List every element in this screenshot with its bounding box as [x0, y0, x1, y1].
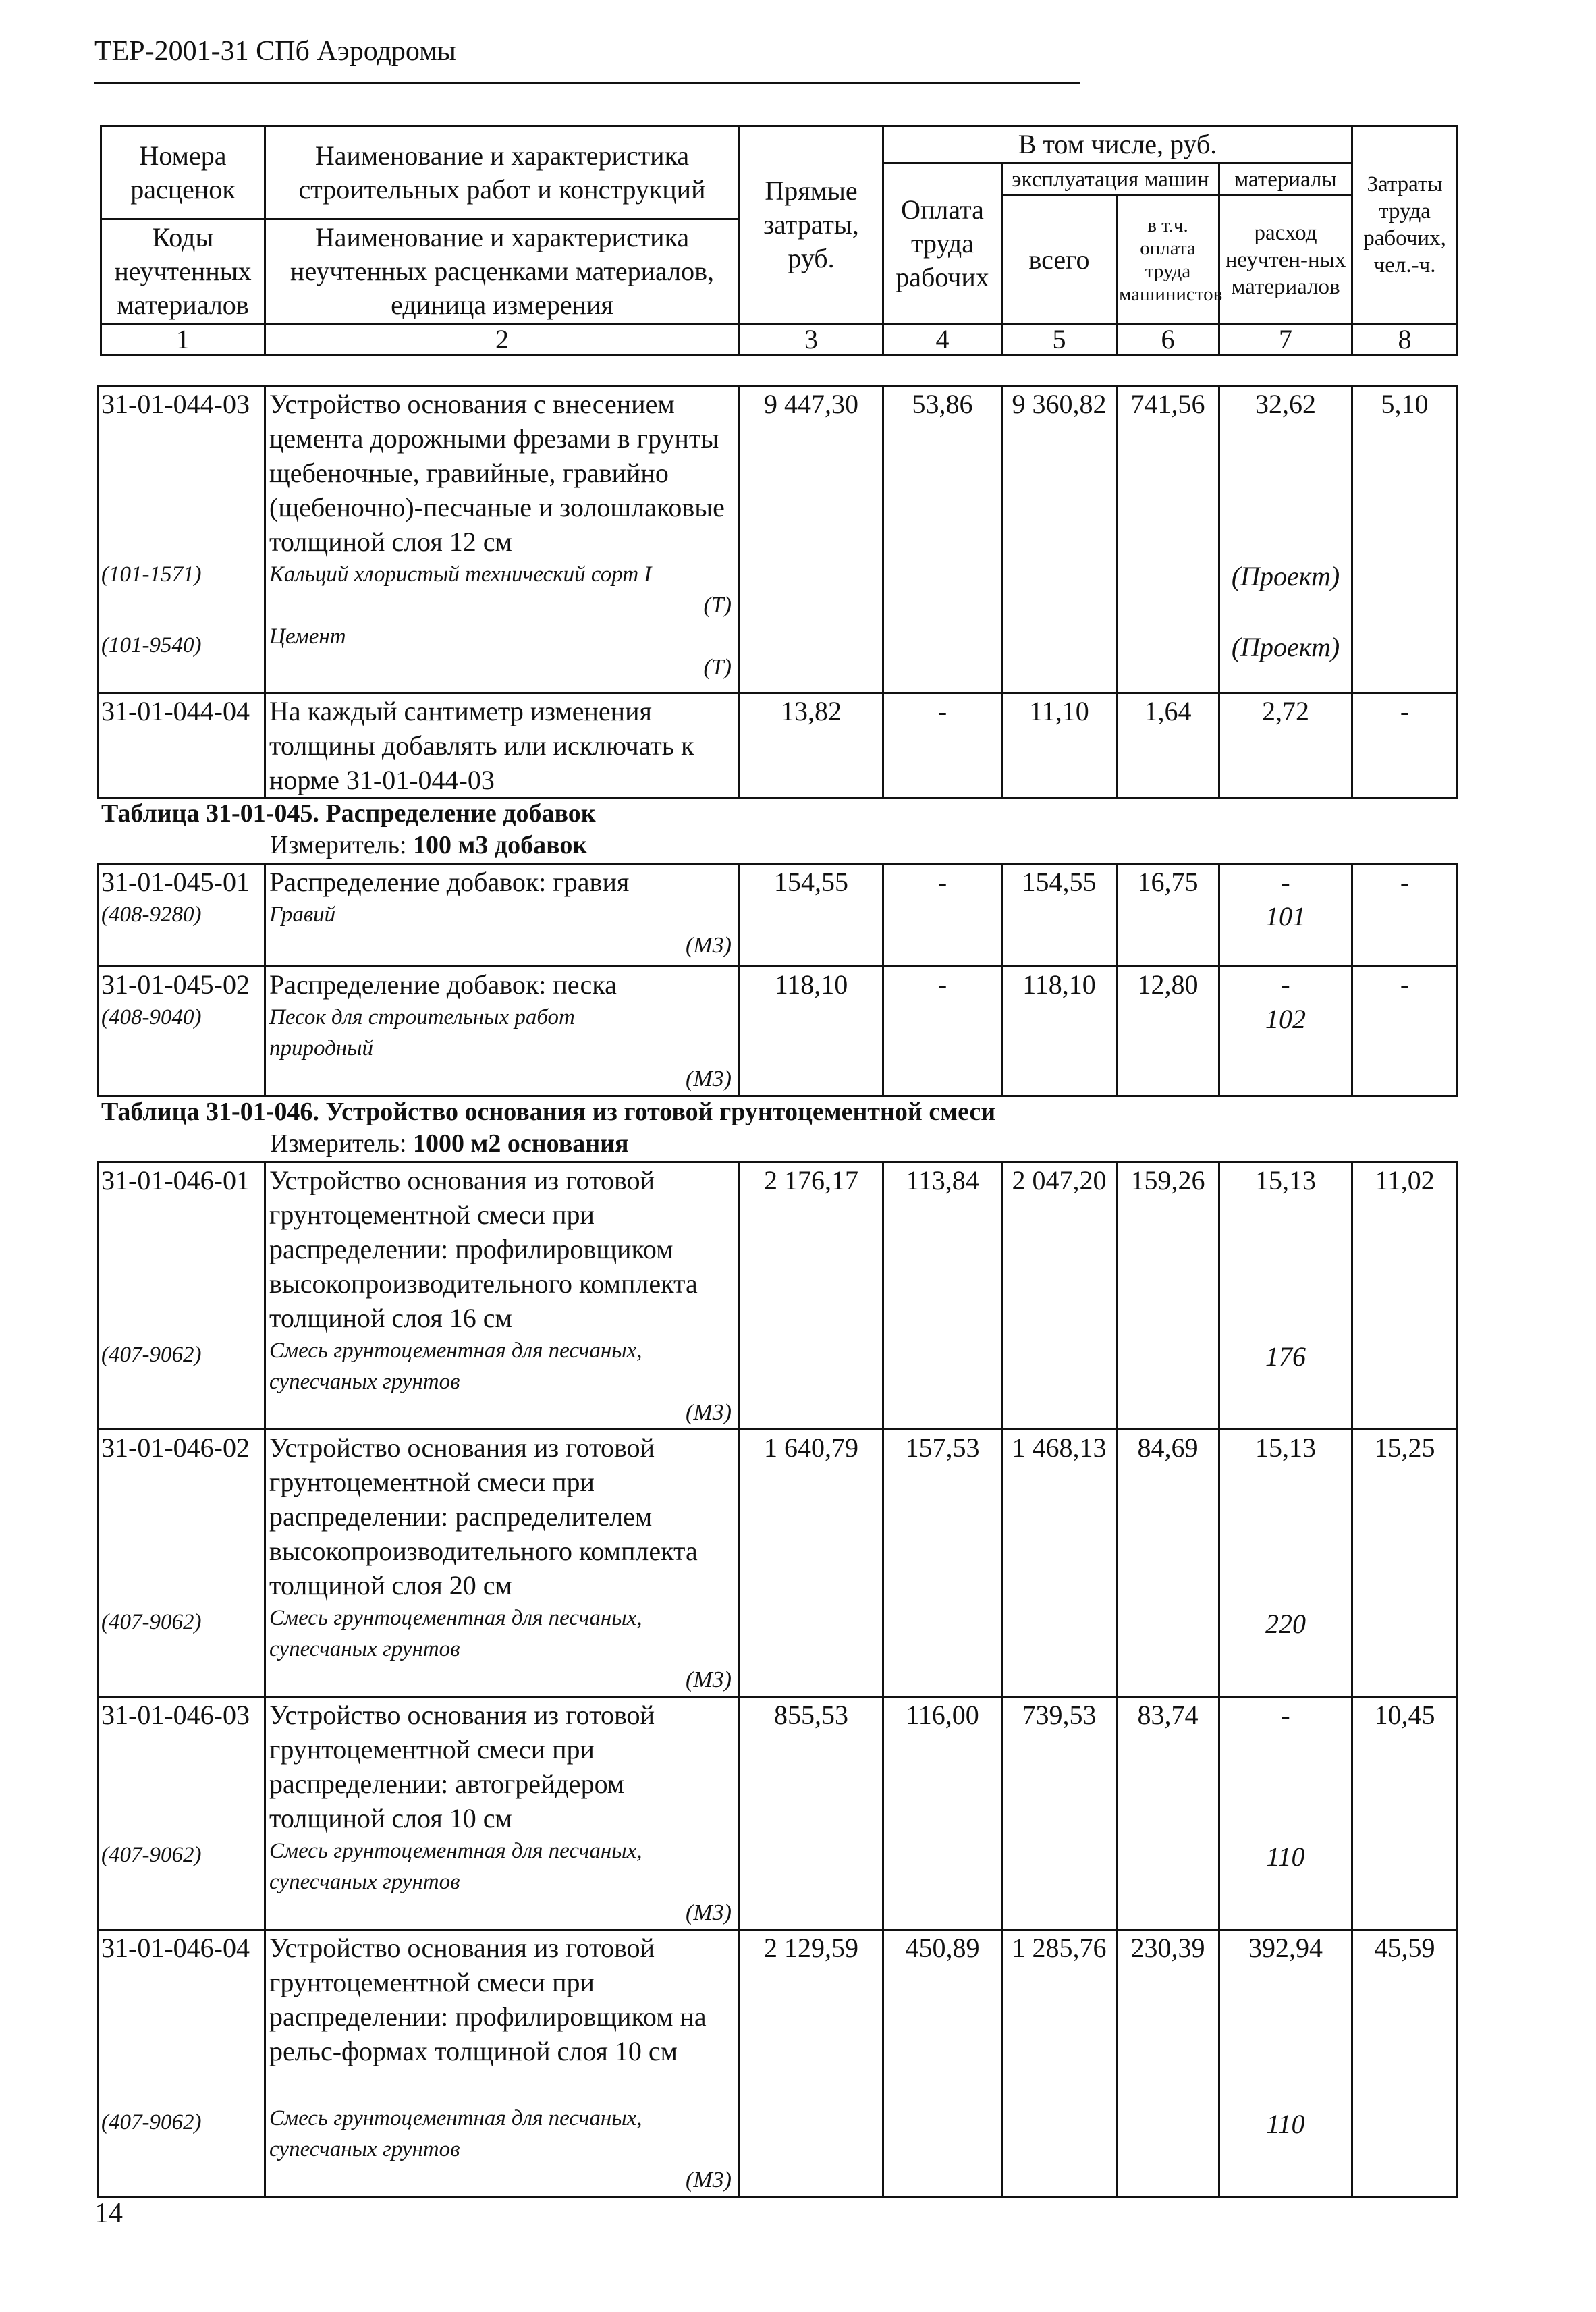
material-qty: 176: [1265, 1341, 1306, 1372]
page-number: 14: [94, 2198, 123, 2229]
direct-costs: 855,53: [740, 1697, 883, 1930]
material-qty: 101: [1265, 901, 1306, 932]
labor-hours: -: [1352, 693, 1458, 799]
direct-costs: 118,10: [740, 967, 883, 1096]
materials-cell: [1219, 1430, 1352, 1697]
wages: 157,53: [883, 1430, 1002, 1697]
direct-costs: 13,82: [740, 693, 883, 799]
machines-total: 154,55: [1002, 864, 1117, 967]
work-name: Устройство основания из готовой грунтоцементной смеси при распределении: распределителем высокопроизводительного комплекта толщиной слоя 20 см: [269, 1432, 698, 1601]
page-header: ТЕР-2001-31 СПб Аэродромы: [94, 36, 456, 67]
col-machines-total: всего: [1002, 196, 1117, 324]
materials-cost: 15,13: [1255, 1432, 1316, 1463]
materials-cost: 15,13: [1255, 1165, 1316, 1195]
machines-total: 1 285,76: [1002, 1930, 1117, 2197]
machinist-wages: 230,39: [1117, 1930, 1219, 2197]
material-code: (101-9540): [101, 633, 202, 657]
work-name: Устройство основания из готовой грунтоцементной смеси при распределении: профилировщиком на рельс-формах толщиной слоя 10 см: [269, 1933, 707, 2066]
material-code: (407-9062): [101, 1610, 202, 1634]
machines-total: 118,10: [1002, 967, 1117, 1096]
material-name: Гравий: [269, 903, 336, 927]
table-row: [99, 1697, 1458, 1930]
materials-cost: -: [1281, 867, 1290, 897]
machinist-wages: 159,26: [1117, 1162, 1219, 1430]
materials-cost: -: [1281, 1700, 1290, 1730]
rate-code: 31-01-046-02: [101, 1432, 250, 1463]
rate-cell: [99, 386, 265, 693]
work-name: Устройство основания с внесением цемента дорожными фрезами в грунты щебеночные, гравийные, гравийно (щебеночно)-песчаные и золошлаковые толщиной слоя 12 см: [269, 389, 725, 557]
machinist-wages: 741,56: [1117, 386, 1219, 693]
material-unit: (М3): [686, 1400, 732, 1425]
table-caption: Таблица 31-01-045. Распределение добавок: [101, 799, 596, 828]
table-row: [99, 386, 1458, 693]
table-meter: [270, 1129, 629, 1158]
materials-cell: [1219, 864, 1352, 967]
wages: 113,84: [883, 1162, 1002, 1430]
col-direct-costs: Прямые затраты, руб.: [740, 126, 883, 324]
materials-cost: 32,62: [1255, 389, 1316, 419]
work-description: [265, 1930, 740, 2197]
rate-code: 31-01-044-04: [99, 693, 265, 799]
machinist-wages: 12,80: [1117, 967, 1219, 1096]
work-name: Устройство основания из готовой грунтоцементной смеси при распределении: автогрейдером толщиной слоя 10 см: [269, 1700, 655, 1833]
labor-hours: 45,59: [1352, 1930, 1458, 2197]
material-name: Смесь грунтоцементная для песчаных, супесчаных грунтов: [269, 1839, 642, 1894]
rate-cell: [99, 967, 265, 1096]
meter-value: 1000 м2 основания: [413, 1129, 629, 1158]
wages: 116,00: [883, 1697, 1002, 1930]
wages: 450,89: [883, 1930, 1002, 2197]
meter-label: Измеритель:: [270, 1129, 407, 1158]
work-description: [265, 1430, 740, 1697]
machines-total: 739,53: [1002, 1697, 1117, 1930]
materials-cell: [1219, 1162, 1352, 1430]
rate-code: 31-01-044-03: [101, 389, 250, 419]
material-name: Цемент: [269, 624, 346, 649]
direct-costs: 9 447,30: [740, 386, 883, 693]
material-unit: (М3): [686, 1667, 732, 1692]
work-name: Распределение добавок: гравия: [269, 867, 630, 897]
material-name: Кальций хлористый технический сорт I: [269, 562, 652, 587]
table-row: [99, 1430, 1458, 1697]
labor-hours: 10,45: [1352, 1697, 1458, 1930]
material-unit: (М3): [686, 1067, 732, 1092]
material-code: (408-9040): [101, 1005, 202, 1029]
material-code: (407-9062): [101, 1343, 202, 1367]
meter-value: 100 м3 добавок: [413, 831, 588, 859]
materials-cell: [1219, 1697, 1352, 1930]
table-044: [97, 385, 1458, 799]
col-number: 8: [1352, 324, 1458, 356]
col-number: 1: [101, 324, 265, 356]
labor-hours: -: [1352, 967, 1458, 1096]
machinist-wages: 1,64: [1117, 693, 1219, 799]
material-qty: 110: [1266, 1841, 1305, 1872]
table-caption: Таблица 31-01-046. Устройство основания из готовой грунтоцементной смеси: [101, 1098, 996, 1126]
meter-label: Измеритель:: [270, 831, 407, 859]
material-code: (407-9062): [101, 2110, 202, 2134]
materials-cost: 2,72: [1219, 693, 1352, 799]
col-number: 2: [265, 324, 740, 356]
machines-total: 9 360,82: [1002, 386, 1117, 693]
materials-cell: [1219, 967, 1352, 1096]
material-qty: 110: [1266, 2109, 1305, 2139]
col-number: 7: [1219, 324, 1352, 356]
rate-code: 31-01-045-01: [101, 867, 250, 897]
table-row: [99, 864, 1458, 967]
col-number: 3: [740, 324, 883, 356]
col-codes-top: Номера расценок: [101, 126, 265, 219]
material-code: (408-9280): [101, 903, 202, 927]
labor-hours: -: [1352, 864, 1458, 967]
material-unit: (Т): [703, 655, 732, 680]
material-qty: (Проект): [1231, 632, 1340, 662]
labor-hours: 11,02: [1352, 1162, 1458, 1430]
work-name: Устройство основания из готовой грунтоцементной смеси при распределении: профилировщиком высокопроизводительного комплекта толщиной слоя 16 см: [269, 1165, 698, 1333]
material-qty: 102: [1265, 1004, 1306, 1034]
table-row: [99, 1162, 1458, 1430]
rate-cell: [99, 864, 265, 967]
col-codes-bottom: Коды неучтенных материалов: [101, 219, 265, 324]
material-name: Смесь грунтоцементная для песчаных, супесчаных грунтов: [269, 1339, 642, 1394]
col-name-top: Наименование и характеристика строительных работ и конструкций: [265, 126, 740, 219]
wages: -: [883, 864, 1002, 967]
material-qty: 220: [1265, 1609, 1306, 1639]
col-machinist-wages: в т.ч. оплата труда машинистов: [1117, 196, 1219, 324]
materials-cost: 392,94: [1248, 1933, 1323, 1963]
work-description: [265, 1162, 740, 1430]
machines-total: 11,10: [1002, 693, 1117, 799]
work-description: [265, 967, 740, 1096]
work-description: [265, 1697, 740, 1930]
table-row: [99, 967, 1458, 1096]
material-name: Смесь грунтоцементная для песчаных, супесчаных грунтов: [269, 1606, 642, 1661]
work-description: [265, 864, 740, 967]
col-number: 4: [883, 324, 1002, 356]
rate-cell: [99, 1162, 265, 1430]
direct-costs: 1 640,79: [740, 1430, 883, 1697]
col-labor-hours: Затраты труда рабочих, чел.-ч.: [1352, 126, 1458, 324]
table-row: [99, 1930, 1458, 2197]
direct-costs: 154,55: [740, 864, 883, 967]
work-description: [265, 386, 740, 693]
material-unit: (М3): [686, 1900, 732, 1925]
table-045: [97, 863, 1458, 1097]
rate-code: 31-01-046-03: [101, 1700, 250, 1730]
rate-cell: [99, 1930, 265, 2197]
rate-code: 31-01-046-04: [101, 1933, 250, 1963]
col-wages: Оплата труда рабочих: [883, 163, 1002, 324]
direct-costs: 2 129,59: [740, 1930, 883, 2197]
material-name: Песок для строительных работ природный: [269, 1005, 575, 1060]
labor-hours: 15,25: [1352, 1430, 1458, 1697]
rate-code: 31-01-045-02: [101, 969, 250, 1000]
work-name: На каждый сантиметр изменения толщины добавлять или исключать к норме 31-01-044-03: [265, 693, 740, 799]
machinist-wages: 16,75: [1117, 864, 1219, 967]
col-name-bottom: Наименование и характеристика неучтенных расценками материалов, единица измерения: [265, 219, 740, 324]
table-046: [97, 1161, 1458, 2198]
col-number: 6: [1117, 324, 1219, 356]
material-unit: (М3): [686, 2168, 732, 2193]
col-including: В том числе, руб.: [883, 126, 1352, 163]
rate-code: 31-01-046-01: [101, 1165, 250, 1195]
rate-cell: [99, 1430, 265, 1697]
material-unit: (Т): [703, 593, 732, 618]
materials-cost: -: [1281, 969, 1290, 1000]
machines-total: 2 047,20: [1002, 1162, 1117, 1430]
col-number: 5: [1002, 324, 1117, 356]
material-code: (407-9062): [101, 1843, 202, 1867]
wages: -: [883, 693, 1002, 799]
material-name: Смесь грунтоцементная для песчаных, супесчаных грунтов: [269, 2106, 642, 2161]
direct-costs: 2 176,17: [740, 1162, 883, 1430]
col-materials: материалы: [1219, 163, 1352, 196]
machines-total: 1 468,13: [1002, 1430, 1117, 1697]
machinist-wages: 83,74: [1117, 1697, 1219, 1930]
material-unit: (М3): [686, 933, 732, 958]
col-machines: эксплуатация машин: [1002, 163, 1219, 196]
rate-cell: [99, 1697, 265, 1930]
material-code: (101-1571): [101, 562, 202, 587]
column-header-table: [100, 125, 1458, 356]
col-material-usage: расход неучтен-ных материалов: [1219, 196, 1352, 324]
machinist-wages: 84,69: [1117, 1430, 1219, 1697]
materials-cell: [1219, 1930, 1352, 2197]
material-qty: (Проект): [1231, 561, 1340, 591]
table-row: [99, 693, 1458, 799]
table-meter: [270, 830, 587, 860]
wages: -: [883, 967, 1002, 1096]
wages: 53,86: [883, 386, 1002, 693]
materials-cell: [1219, 386, 1352, 693]
header-rule: [94, 82, 1080, 84]
work-name: Распределение добавок: песка: [269, 969, 617, 1000]
labor-hours: 5,10: [1352, 386, 1458, 693]
